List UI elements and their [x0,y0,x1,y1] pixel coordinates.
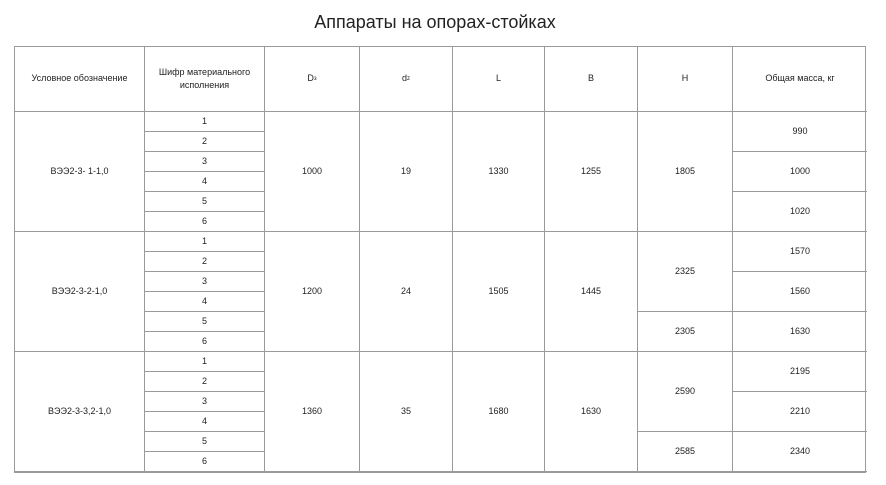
material-code-cell: 3 [145,392,265,412]
header-d [360,47,453,112]
dimension-d-cell: 35 [360,352,453,472]
header-d-subscript: z [407,75,410,82]
dimension-d-cell: 24 [360,232,453,352]
height-H-cell: 2590 [638,352,733,432]
material-code-cell: 1 [145,112,265,132]
material-code-cell: 3 [145,152,265,172]
mass-cell: 1020 [733,192,867,232]
mass-cell: 1560 [733,272,867,312]
dimension-B-cell: 1630 [545,352,638,472]
header-d-letter: d [401,73,407,84]
apparatus-table [14,46,866,473]
material-code-cell: 4 [145,292,265,312]
material-code-cell: 1 [145,232,265,252]
height-H-cell: 2305 [638,312,733,352]
height-H-cell: 1805 [638,112,733,232]
header-B: B [545,47,638,112]
header-D-letter: D [307,73,314,84]
dimension-L-cell: 1505 [453,232,545,352]
material-code-cell: 2 [145,372,265,392]
mass-cell: 1570 [733,232,867,272]
material-code-cell: 5 [145,432,265,452]
material-code-cell: 2 [145,252,265,272]
header-material-code-line2: исполнения [179,80,230,90]
mass-cell: 1630 [733,312,867,352]
header-D-subscript: з [313,75,317,82]
material-code-cell: 6 [145,212,265,232]
height-H-cell: 2585 [638,432,733,472]
mass-cell: 2195 [733,352,867,392]
header-designation: Условное обозначение [15,47,145,112]
material-code-cell: 6 [145,452,265,472]
material-code-cell: 4 [145,412,265,432]
dimension-L-cell: 1680 [453,352,545,472]
table-row-designation: ВЭЭ2-3-2-1,0 [15,232,145,352]
material-code-cell: 2 [145,132,265,152]
table-row-designation: ВЭЭ2-3- 1-1,0 [15,112,145,232]
material-code-cell: 5 [145,192,265,212]
material-code-cell: 4 [145,172,265,192]
material-code-cell: 1 [145,352,265,372]
mass-cell: 990 [733,112,867,152]
height-H-cell: 2325 [638,232,733,312]
mass-cell: 2210 [733,392,867,432]
mass-cell: 2340 [733,432,867,472]
dimension-B-cell: 1255 [545,112,638,232]
header-mass: Общая масса, кг [733,47,867,112]
material-code-cell: 6 [145,332,265,352]
material-code-cell: 3 [145,272,265,292]
header-material-code-line1: Шифр материального [158,66,251,77]
material-code-cell: 5 [145,312,265,332]
header-H: H [638,47,733,112]
header-D [265,47,360,112]
dimension-d-cell: 19 [360,112,453,232]
dimension-D-cell: 1000 [265,112,360,232]
header-L: L [453,47,545,112]
dimension-D-cell: 1360 [265,352,360,472]
table-row-designation: ВЭЭ2-3-3,2-1,0 [15,352,145,472]
dimension-B-cell: 1445 [545,232,638,352]
dimension-L-cell: 1330 [453,112,545,232]
mass-cell: 1000 [733,152,867,192]
header-material-code [145,47,265,112]
page-title: Аппараты на опорах-стойках [314,12,556,32]
dimension-D-cell: 1200 [265,232,360,352]
